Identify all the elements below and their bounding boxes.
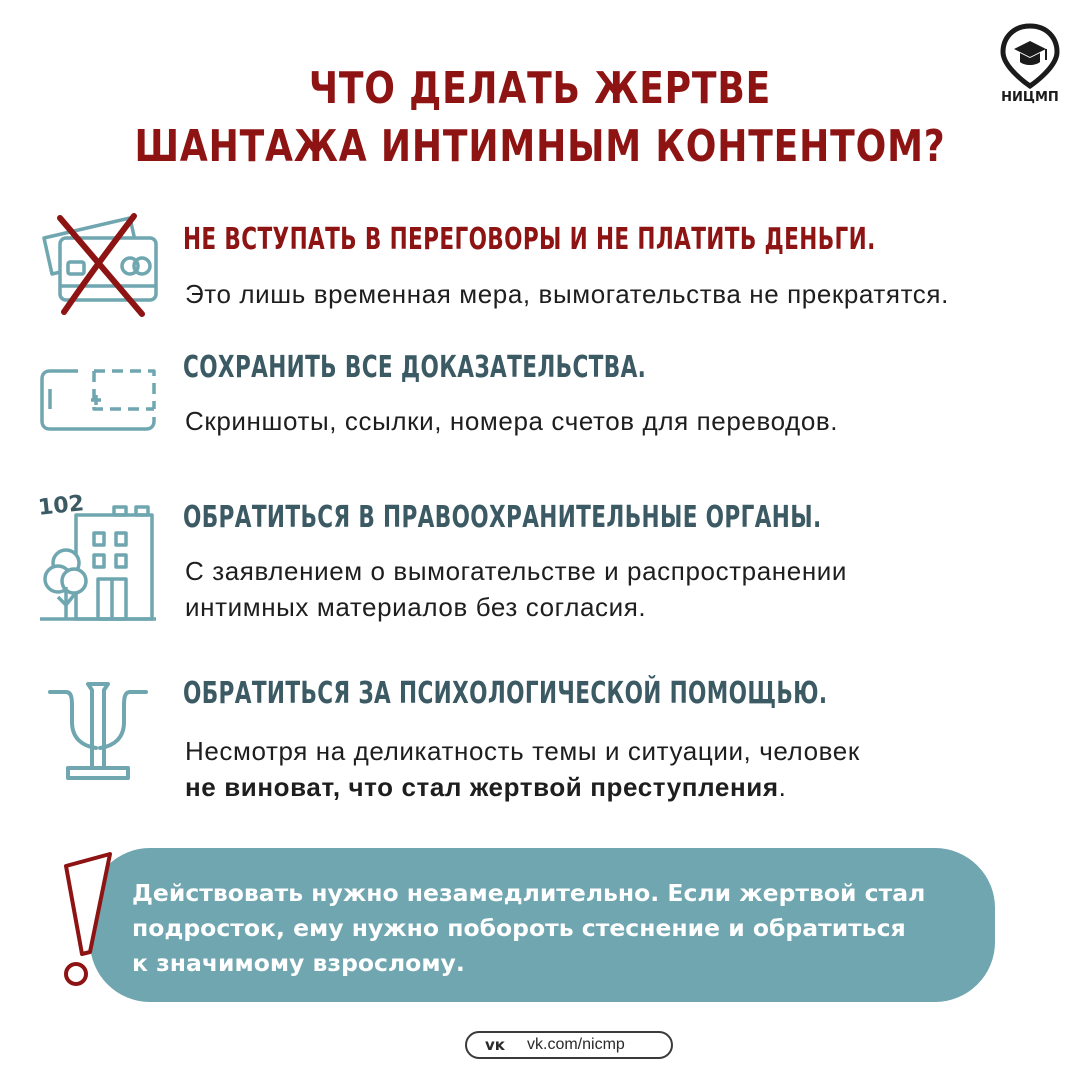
police-building-icon — [36, 485, 161, 630]
item-4-text-end: . — [778, 772, 787, 802]
item-4-text — [185, 733, 860, 805]
item-3-text-line-1: С заявлением о вымогательстве и распространении — [185, 556, 848, 586]
callout-line-1: Действовать нужно незамедлительно. Если жертвой стал — [132, 879, 926, 907]
exclamation-icon — [52, 850, 122, 995]
item-4-text-bold: не виноват, что стал жертвой преступления — [185, 772, 779, 802]
page-title — [97, 60, 983, 176]
crossed-cards-icon — [38, 210, 158, 320]
callout-text — [132, 876, 925, 981]
callout-line-2: подросток, ему нужно побороть стеснение и обратиться — [132, 914, 906, 942]
vk-icon: ᴠᴋ — [485, 1036, 505, 1054]
graduation-cap-pin-icon — [990, 22, 1070, 92]
phone-screenshot-icon — [38, 365, 158, 435]
item-3-heading: ОБРАТИТЬСЯ В ПРАВООХРАНИТЕЛЬНЫЕ ОРГАНЫ. — [183, 500, 822, 535]
psi-icon — [44, 680, 152, 785]
item-2-heading: СОХРАНИТЬ ВСЕ ДОКАЗАТЕЛЬСТВА. — [183, 350, 647, 385]
item-3-text-line-2: интимных материалов без согласия. — [185, 592, 647, 622]
item-2-text: Скриншоты, ссылки, номера счетов для переводов. — [185, 406, 839, 436]
logo — [990, 22, 1070, 112]
item-1-heading: НЕ ВСТУПАТЬ В ПЕРЕГОВОРЫ И НЕ ПЛАТИТЬ ДЕНЬГИ. — [183, 222, 876, 257]
page-title-line-2: ШАНТАЖА ИНТИМНЫМ КОНТЕНТОМ? — [134, 121, 946, 172]
item-4-text-line-1: Несмотря на деликатность темы и ситуации, человек — [185, 736, 860, 766]
callout-box — [90, 848, 995, 1002]
footer-link-text: vk.com/nicmp — [527, 1036, 625, 1053]
logo-text: НИЦМП — [1001, 90, 1059, 105]
item-4-heading: ОБРАТИТЬСЯ ЗА ПСИХОЛОГИЧЕСКОЙ ПОМОЩЬЮ. — [183, 676, 828, 711]
footer-link[interactable] — [465, 1031, 673, 1059]
callout-line-3: к значимому взрослому. — [132, 949, 465, 977]
emergency-number-label: 102 — [36, 491, 86, 521]
page-title-line-1: ЧТО ДЕЛАТЬ ЖЕРТВЕ — [308, 63, 772, 114]
item-1-text: Это лишь временная мера, вымогательства не прекратятся. — [185, 279, 949, 309]
